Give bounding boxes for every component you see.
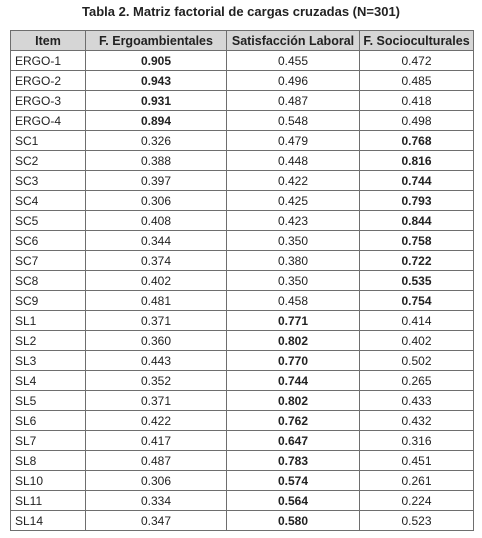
satisfaccion-laboral-cell: 0.479	[227, 131, 360, 151]
item-cell: SC8	[11, 271, 86, 291]
ergoambientales-cell: 0.374	[86, 251, 227, 271]
table-header-row	[11, 31, 474, 51]
table-row	[11, 231, 474, 251]
table-row	[11, 311, 474, 331]
table-row	[11, 211, 474, 231]
socioculturales-cell: 0.523	[360, 511, 474, 531]
table-row	[11, 171, 474, 191]
ergoambientales-cell: 0.422	[86, 411, 227, 431]
satisfaccion-laboral-cell: 0.422	[227, 171, 360, 191]
ergoambientales-cell: 0.306	[86, 471, 227, 491]
ergoambientales-cell: 0.943	[86, 71, 227, 91]
ergoambientales-cell: 0.388	[86, 151, 227, 171]
satisfaccion-laboral-cell: 0.771	[227, 311, 360, 331]
ergoambientales-cell: 0.894	[86, 111, 227, 131]
table-row	[11, 291, 474, 311]
table-row	[11, 471, 474, 491]
ergoambientales-cell: 0.417	[86, 431, 227, 451]
socioculturales-cell: 0.432	[360, 411, 474, 431]
socioculturales-cell: 0.414	[360, 311, 474, 331]
table-row	[11, 371, 474, 391]
socioculturales-cell: 0.451	[360, 451, 474, 471]
table-row	[11, 251, 474, 271]
ergoambientales-cell: 0.371	[86, 391, 227, 411]
satisfaccion-laboral-cell: 0.564	[227, 491, 360, 511]
table-row	[11, 111, 474, 131]
item-cell: SC6	[11, 231, 86, 251]
satisfaccion-laboral-cell: 0.744	[227, 371, 360, 391]
table-row	[11, 191, 474, 211]
satisfaccion-laboral-cell: 0.425	[227, 191, 360, 211]
table-row	[11, 51, 474, 71]
table-title: Tabla 2. Matriz factorial de cargas cruzadas (N=301)	[81, 4, 401, 19]
ergoambientales-cell: 0.402	[86, 271, 227, 291]
ergoambientales-cell: 0.905	[86, 51, 227, 71]
header-ergoambientales: F. Ergoambientales	[86, 31, 227, 51]
satisfaccion-laboral-cell: 0.574	[227, 471, 360, 491]
satisfaccion-laboral-cell: 0.770	[227, 351, 360, 371]
satisfaccion-laboral-cell: 0.458	[227, 291, 360, 311]
socioculturales-cell: 0.316	[360, 431, 474, 451]
satisfaccion-laboral-cell: 0.580	[227, 511, 360, 531]
satisfaccion-laboral-cell: 0.350	[227, 231, 360, 251]
socioculturales-cell: 0.744	[360, 171, 474, 191]
item-cell: ERGO-2	[11, 71, 86, 91]
ergoambientales-cell: 0.408	[86, 211, 227, 231]
item-cell: SC2	[11, 151, 86, 171]
table-row	[11, 271, 474, 291]
socioculturales-cell: 0.472	[360, 51, 474, 71]
item-cell: SC9	[11, 291, 86, 311]
item-cell: SC1	[11, 131, 86, 151]
socioculturales-cell: 0.768	[360, 131, 474, 151]
item-cell: ERGO-4	[11, 111, 86, 131]
satisfaccion-laboral-cell: 0.487	[227, 91, 360, 111]
ergoambientales-cell: 0.344	[86, 231, 227, 251]
satisfaccion-laboral-cell: 0.380	[227, 251, 360, 271]
item-cell: SL10	[11, 471, 86, 491]
socioculturales-cell: 0.502	[360, 351, 474, 371]
table-row	[11, 411, 474, 431]
socioculturales-cell: 0.535	[360, 271, 474, 291]
table-row	[11, 451, 474, 471]
socioculturales-cell: 0.754	[360, 291, 474, 311]
cross-loadings-table	[10, 30, 474, 531]
item-cell: SL3	[11, 351, 86, 371]
socioculturales-cell: 0.498	[360, 111, 474, 131]
table-body	[11, 51, 474, 531]
socioculturales-cell: 0.433	[360, 391, 474, 411]
satisfaccion-laboral-cell: 0.647	[227, 431, 360, 451]
item-cell: SL2	[11, 331, 86, 351]
ergoambientales-cell: 0.360	[86, 331, 227, 351]
ergoambientales-cell: 0.306	[86, 191, 227, 211]
table-row	[11, 391, 474, 411]
socioculturales-cell: 0.265	[360, 371, 474, 391]
table-row	[11, 331, 474, 351]
socioculturales-cell: 0.485	[360, 71, 474, 91]
item-cell: SL14	[11, 511, 86, 531]
socioculturales-cell: 0.758	[360, 231, 474, 251]
satisfaccion-laboral-cell: 0.548	[227, 111, 360, 131]
satisfaccion-laboral-cell: 0.455	[227, 51, 360, 71]
item-cell: SC7	[11, 251, 86, 271]
table-row	[11, 151, 474, 171]
item-cell: SC4	[11, 191, 86, 211]
socioculturales-cell: 0.418	[360, 91, 474, 111]
item-cell: ERGO-3	[11, 91, 86, 111]
ergoambientales-cell: 0.347	[86, 511, 227, 531]
table-row	[11, 351, 474, 371]
item-cell: SC3	[11, 171, 86, 191]
socioculturales-cell: 0.844	[360, 211, 474, 231]
table-row	[11, 491, 474, 511]
ergoambientales-cell: 0.352	[86, 371, 227, 391]
satisfaccion-laboral-cell: 0.802	[227, 331, 360, 351]
socioculturales-cell: 0.402	[360, 331, 474, 351]
ergoambientales-cell: 0.487	[86, 451, 227, 471]
socioculturales-cell: 0.224	[360, 491, 474, 511]
socioculturales-cell: 0.261	[360, 471, 474, 491]
ergoambientales-cell: 0.481	[86, 291, 227, 311]
satisfaccion-laboral-cell: 0.802	[227, 391, 360, 411]
header-item: Item	[11, 31, 86, 51]
ergoambientales-cell: 0.443	[86, 351, 227, 371]
table-row	[11, 91, 474, 111]
ergoambientales-cell: 0.326	[86, 131, 227, 151]
table-row	[11, 511, 474, 531]
satisfaccion-laboral-cell: 0.762	[227, 411, 360, 431]
item-cell: SC5	[11, 211, 86, 231]
item-cell: SL4	[11, 371, 86, 391]
ergoambientales-cell: 0.931	[86, 91, 227, 111]
satisfaccion-laboral-cell: 0.783	[227, 451, 360, 471]
item-cell: ERGO-1	[11, 51, 86, 71]
ergoambientales-cell: 0.334	[86, 491, 227, 511]
table-row	[11, 71, 474, 91]
socioculturales-cell: 0.793	[360, 191, 474, 211]
table-row	[11, 131, 474, 151]
satisfaccion-laboral-cell: 0.496	[227, 71, 360, 91]
item-cell: SL6	[11, 411, 86, 431]
item-cell: SL11	[11, 491, 86, 511]
item-cell: SL7	[11, 431, 86, 451]
satisfaccion-laboral-cell: 0.350	[227, 271, 360, 291]
socioculturales-cell: 0.722	[360, 251, 474, 271]
item-cell: SL5	[11, 391, 86, 411]
table-row	[11, 431, 474, 451]
header-satisfaccion-laboral: Satisfacción Laboral	[227, 31, 360, 51]
item-cell: SL8	[11, 451, 86, 471]
ergoambientales-cell: 0.371	[86, 311, 227, 331]
item-cell: SL1	[11, 311, 86, 331]
header-socioculturales: F. Socioculturales	[360, 31, 474, 51]
ergoambientales-cell: 0.397	[86, 171, 227, 191]
satisfaccion-laboral-cell: 0.448	[227, 151, 360, 171]
socioculturales-cell: 0.816	[360, 151, 474, 171]
satisfaccion-laboral-cell: 0.423	[227, 211, 360, 231]
